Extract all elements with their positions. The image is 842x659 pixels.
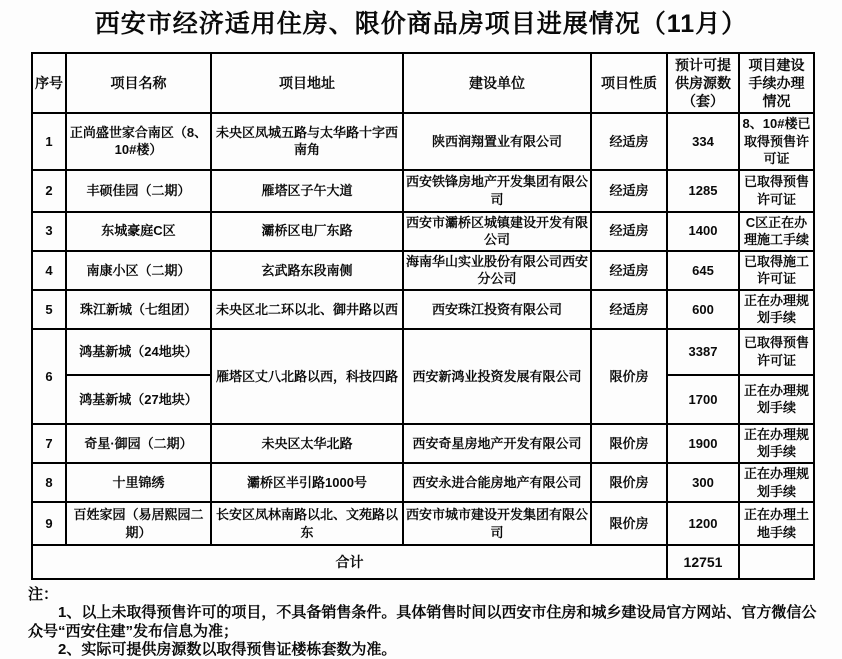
cell-seq: 8 xyxy=(32,463,66,502)
cell-nature: 限价房 xyxy=(591,502,667,545)
cell-name: 十里锦绣 xyxy=(66,463,211,502)
total-row xyxy=(32,545,814,579)
cell-nature: 限价房 xyxy=(591,463,667,502)
cell-status: 正在办理土地手续 xyxy=(739,502,814,545)
cell-status: 正在办理规划手续 xyxy=(739,463,814,502)
cell-units: 1200 xyxy=(667,502,739,545)
cell-address: 灞桥区电厂东路 xyxy=(211,212,403,251)
total-units-cell: 12751 xyxy=(667,545,739,579)
cell-builder: 西安铁锋房地产开发集团有限公司 xyxy=(403,170,591,212)
cell-address: 雁塔区丈八北路以西，科技四路 xyxy=(211,329,403,424)
total-label-cell: 合计 xyxy=(32,545,667,579)
table-row xyxy=(32,170,814,212)
cell-units: 1285 xyxy=(667,170,739,212)
cell-units: 1400 xyxy=(667,212,739,251)
col-header-address: 项目地址 xyxy=(211,53,403,113)
table-row xyxy=(32,251,814,290)
cell-address: 玄武路东段南侧 xyxy=(211,251,403,290)
cell-seq: 1 xyxy=(32,113,66,170)
cell-builder: 陕西润翔置业有限公司 xyxy=(403,113,591,170)
table-row xyxy=(32,463,814,502)
cell-builder: 西安永进合能房地产有限公司 xyxy=(403,463,591,502)
cell-nature: 限价房 xyxy=(591,329,667,424)
cell-name: 奇星·御园（二期） xyxy=(66,424,211,463)
cell-name: 珠江新城（七组团） xyxy=(66,290,211,329)
cell-address: 未央区北二环以北、御井路以西 xyxy=(211,290,403,329)
cell-nature: 经适房 xyxy=(591,290,667,329)
notes-section xyxy=(28,586,822,659)
col-header-builder: 建设单位 xyxy=(403,53,591,113)
cell-name: 鸿基新城（24地块） xyxy=(66,329,211,375)
cell-units: 334 xyxy=(667,113,739,170)
table-row xyxy=(32,212,814,251)
cell-seq: 5 xyxy=(32,290,66,329)
table-row xyxy=(32,329,814,375)
cell-name: 鸿基新城（27地块） xyxy=(66,375,211,424)
cell-units: 1900 xyxy=(667,424,739,463)
cell-nature: 经适房 xyxy=(591,113,667,170)
cell-seq: 2 xyxy=(32,170,66,212)
note-item-2: 2、实际可提供房源数以取得预售证楼栋套数为准。 xyxy=(58,641,397,658)
cell-seq: 4 xyxy=(32,251,66,290)
header-row xyxy=(32,53,814,113)
cell-address: 长安区凤林南路以北、文苑路以东 xyxy=(211,502,403,545)
cell-builder: 西安市城市建设开发集团有限公司 xyxy=(403,502,591,545)
table-row xyxy=(32,502,814,545)
cell-status: 正在办理规划手续 xyxy=(739,290,814,329)
col-header-units: 预计可提供房源数（套） xyxy=(667,53,739,113)
cell-status: 8、10#楼已取得预售许可证 xyxy=(739,113,814,170)
page-title: 西安市经济适用住房、限价商品房项目进展情况（11月） xyxy=(94,10,748,38)
cell-nature: 限价房 xyxy=(591,424,667,463)
cell-name: 东城豪庭C区 xyxy=(66,212,211,251)
cell-status: 已取得预售许可证 xyxy=(739,170,814,212)
table-row xyxy=(32,290,814,329)
cell-address: 雁塔区子午大道 xyxy=(211,170,403,212)
cell-units: 1700 xyxy=(667,375,739,424)
cell-builder: 西安市灞桥区城镇建设开发有限公司 xyxy=(403,212,591,251)
col-header-status: 项目建设手续办理情况 xyxy=(739,53,814,113)
cell-address: 未央区凤城五路与太华路十字西南角 xyxy=(211,113,403,170)
cell-builder: 西安奇星房地产开发有限公司 xyxy=(403,424,591,463)
cell-name: 丰硕佳园（二期） xyxy=(66,170,211,212)
cell-name: 正尚盛世家合南区（8、10#楼） xyxy=(66,113,211,170)
cell-address: 未央区太华北路 xyxy=(211,424,403,463)
cell-units: 645 xyxy=(667,251,739,290)
col-header-name: 项目名称 xyxy=(66,53,211,113)
cell-builder: 西安珠江投资有限公司 xyxy=(403,290,591,329)
cell-seq: 3 xyxy=(32,212,66,251)
cell-name: 南康小区（二期） xyxy=(66,251,211,290)
cell-seq: 9 xyxy=(32,502,66,545)
cell-status: 已取得施工许可证 xyxy=(739,251,814,290)
cell-status: C区正在办理施工手续 xyxy=(739,212,814,251)
cell-units: 600 xyxy=(667,290,739,329)
cell-address: 灞桥区半引路1000号 xyxy=(211,463,403,502)
note-item-1: 1、以上未取得预售许可的项目，不具备销售条件。具体销售时间以西安市住房和城乡建设局官方网站、官方微信公众号“西安住建”发布信息为准； xyxy=(28,604,817,640)
col-header-seq: 序号 xyxy=(32,53,66,113)
cell-nature: 经适房 xyxy=(591,251,667,290)
projects-table xyxy=(31,52,815,580)
table-row xyxy=(32,113,814,170)
cell-builder: 西安新鸿业投资发展有限公司 xyxy=(403,329,591,424)
cell-nature: 经适房 xyxy=(591,170,667,212)
cell-units: 3387 xyxy=(667,329,739,375)
table-row xyxy=(32,424,814,463)
cell-name: 百姓家园（易居熙园二期） xyxy=(66,502,211,545)
cell-status: 已取得预售许可证 xyxy=(739,329,814,375)
cell-nature: 经适房 xyxy=(591,212,667,251)
cell-seq: 6 xyxy=(32,329,66,424)
cell-status: 正在办理规划手续 xyxy=(739,375,814,424)
notes-label: 注： xyxy=(28,586,59,604)
cell-units: 300 xyxy=(667,463,739,502)
cell-status: 正在办理规划手续 xyxy=(739,424,814,463)
cell-builder: 海南华山实业股份有限公司西安分公司 xyxy=(403,251,591,290)
col-header-nature: 项目性质 xyxy=(591,53,667,113)
total-empty-cell xyxy=(739,545,814,579)
cell-seq: 7 xyxy=(32,424,66,463)
